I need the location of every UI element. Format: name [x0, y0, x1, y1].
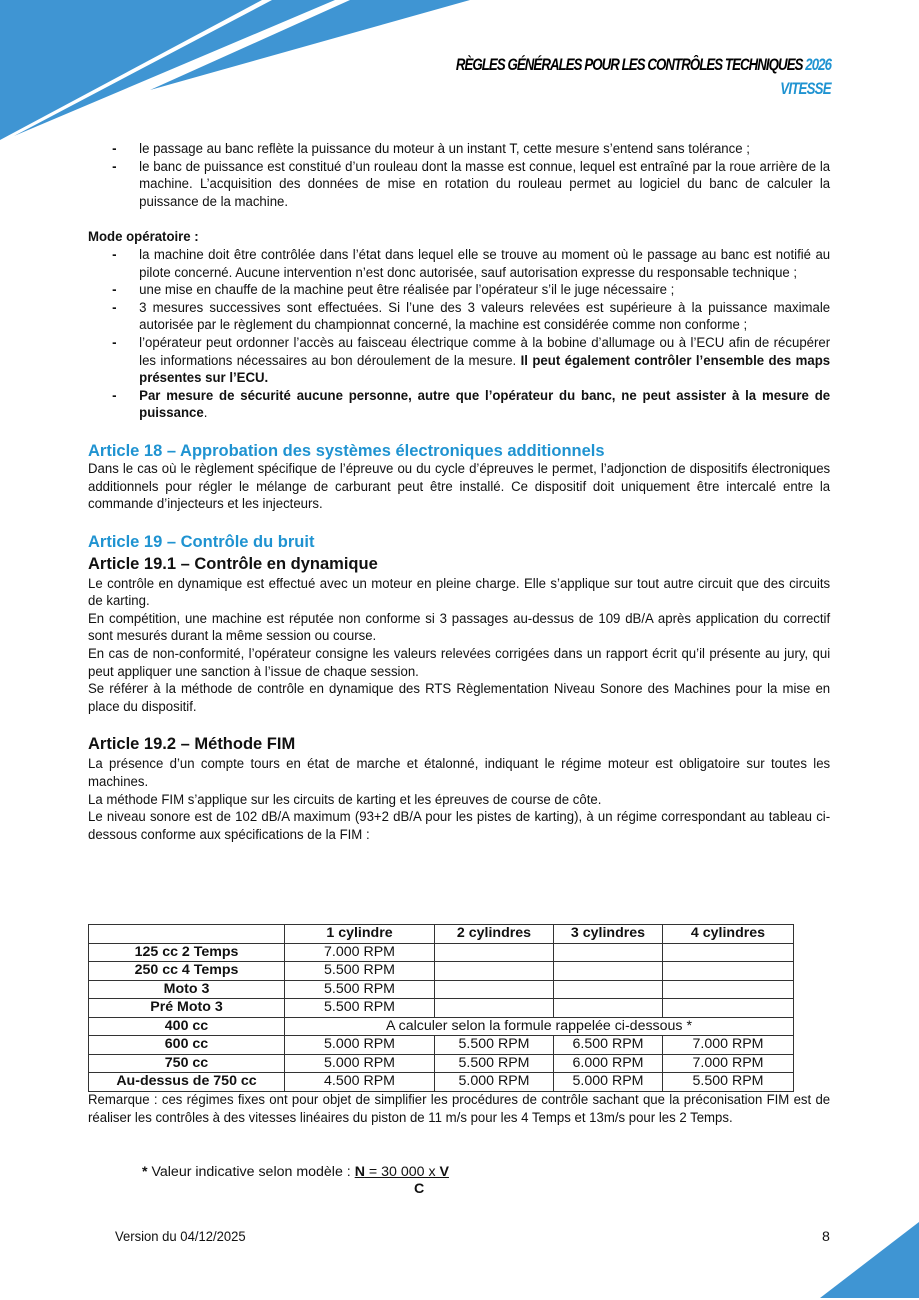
table-cell: 7.000 RPM	[663, 1036, 794, 1055]
list-item	[88, 247, 830, 282]
table-cell	[663, 962, 794, 981]
bullet-dash: -	[112, 282, 117, 299]
table-header-cell	[89, 925, 285, 944]
mode-operatoire-list	[88, 247, 830, 423]
table-cell	[435, 962, 554, 981]
table-header-row	[89, 925, 794, 944]
list-item-text: l’opérateur peut ordonner l’accès au faisceau électrique comme à la bobine d’allumage ou à l’ECU afin de récupérer les informations nécessaires au bon déroulement de la mesure.	[139, 334, 831, 369]
list-item	[88, 159, 830, 212]
mode-operatoire-label: Mode opératoire :	[88, 229, 199, 246]
bullet-dash: -	[112, 158, 117, 175]
row-label: Au-dessus de 750 cc	[89, 1073, 285, 1092]
intro-bullet-list	[88, 141, 830, 211]
formula-equals: = 30 000 x	[364, 1164, 440, 1180]
table-cell	[554, 962, 663, 981]
rpm-table	[88, 924, 794, 1092]
table-header-cell: 1 cylindre	[285, 925, 435, 944]
paragraph: En compétition, une machine est réputée non conforme si 3 passages au-dessus de 109 dB/A après application du correctif sont mesurés durant la même session ou course.	[88, 610, 831, 645]
table-row	[89, 980, 794, 999]
formula-numerator	[355, 1164, 449, 1180]
table-row	[89, 943, 794, 962]
row-label: 600 cc	[89, 1036, 285, 1055]
table-cell: 5.000 RPM	[285, 1036, 435, 1055]
table-header-cell: 3 cylindres	[554, 925, 663, 944]
table-cell: 4.500 RPM	[285, 1073, 435, 1092]
table-row	[89, 962, 794, 981]
row-label: 250 cc 4 Temps	[89, 962, 285, 981]
formula-n: N	[354, 1164, 365, 1180]
document-subtitle: VITESSE	[780, 79, 831, 98]
document-title-text: RÈGLES GÉNÉRALES POUR LES CONTRÔLES TECHNIQUES	[455, 55, 803, 74]
bullet-dash: -	[112, 387, 117, 404]
article-19-heading: Article 19 – Contrôle du bruit	[88, 532, 315, 551]
table-cell	[435, 943, 554, 962]
paragraph: La méthode FIM s’applique sur les circuits de karting et les épreuves de course de côte.	[88, 791, 602, 808]
formula-asterisk: *	[142, 1164, 148, 1180]
paragraph: En cas de non-conformité, l’opérateur consigne les valeurs relevées corrigées dans un rapport écrit qu’il présente au jury, qui peut appliquer une sanction à l’issue de chaque session.	[88, 646, 831, 680]
table-cell: 6.000 RPM	[554, 1054, 663, 1073]
table-row	[89, 1054, 794, 1073]
table-cell: 7.000 RPM	[285, 943, 435, 962]
list-item	[88, 388, 830, 423]
bullet-dash: -	[112, 334, 117, 351]
list-item-bold-text: Par mesure de sécurité aucune personne, autre que l’opérateur du banc, ne peut assister à la mesure de puissance	[139, 387, 831, 422]
row-label: 400 cc	[89, 1017, 285, 1036]
footer-version: Version du 04/12/2025	[115, 1229, 246, 1245]
table-cell	[554, 999, 663, 1018]
article-19-1-heading: Article 19.1 – Contrôle en dynamique	[88, 554, 378, 573]
table-merged-cell: A calculer selon la formule rappelée ci-dessous *	[285, 1017, 794, 1036]
table-cell: 5.500 RPM	[285, 962, 435, 981]
table-cell	[554, 943, 663, 962]
formula-denominator: C	[414, 1181, 425, 1197]
article-18-heading: Article 18 – Approbation des systèmes électroniques additionnels	[88, 441, 605, 460]
list-item-bold-text: Il peut également contrôler l’ensemble des maps présentes sur l’ECU.	[139, 352, 831, 387]
table-cell: 5.500 RPM	[435, 1054, 554, 1073]
formula-v: V	[439, 1164, 449, 1180]
table-header-cell: 4 cylindres	[663, 925, 794, 944]
table-cell	[663, 999, 794, 1018]
header-stripes-decoration	[0, 0, 480, 145]
table-cell	[435, 999, 554, 1018]
list-item-text: une mise en chauffe de la machine peut être réalisée par l’opérateur s’il le juge nécessaire ;	[139, 282, 675, 299]
list-item-text: le banc de puissance est constitué d’un rouleau dont la masse est connue, lequel est entraîné par la roue arrière de la machine. L’acquisition des données de mise en rotation du rouleau permet au logiciel du banc de calculer la puissance de la machine.	[139, 158, 831, 210]
table-cell: 6.500 RPM	[554, 1036, 663, 1055]
paragraph: Le niveau sonore est de 102 dB/A maximum (93+2 dB/A pour les pistes de karting), à un régime correspondant au tableau ci-dessous conforme aux spécifications de la FIM :	[88, 809, 831, 843]
table-cell: 5.000 RPM	[285, 1054, 435, 1073]
paragraph: Le contrôle en dynamique est effectué avec un moteur en pleine charge. Elle s’applique sur tout autre circuit que des circuits de karting.	[88, 575, 831, 610]
list-item-text: .	[203, 405, 208, 422]
row-label: 750 cc	[89, 1054, 285, 1073]
table-row	[89, 999, 794, 1018]
bullet-dash: -	[112, 141, 117, 157]
page-number: 8	[822, 1229, 830, 1245]
row-label: Pré Moto 3	[89, 999, 285, 1018]
list-item-text: la machine doit être contrôlée dans l’état dans lequel elle se trouve au moment où le passage au banc est notifié au pilote concerné. Aucune intervention n’est donc autorisée, sauf autorisation expresse du responsable technique ;	[139, 246, 831, 281]
table-cell: 5.500 RPM	[435, 1036, 554, 1055]
table-header-cell: 2 cylindres	[435, 925, 554, 944]
rpm-formula	[142, 1164, 449, 1197]
table-cell: 7.000 RPM	[663, 1054, 794, 1073]
table-cell: 5.000 RPM	[435, 1073, 554, 1092]
table-cell	[663, 980, 794, 999]
table-row	[89, 1017, 794, 1036]
formula-label: Valeur indicative selon modèle :	[147, 1164, 355, 1180]
page-content	[88, 141, 830, 844]
header-stripe-main	[0, 0, 262, 140]
table-cell	[663, 943, 794, 962]
table-cell: 5.500 RPM	[285, 999, 435, 1018]
table-cell: 5.000 RPM	[554, 1073, 663, 1092]
row-label: 125 cc 2 Temps	[89, 943, 285, 962]
list-item	[88, 141, 830, 159]
list-item-text: 3 mesures successives sont effectuées. Si l’une des 3 valeurs relevées est supérieure à la puissance maximale autorisée par le règlement du championnat concerné, la machine est considérée comme non conforme ;	[139, 299, 831, 334]
paragraph: Se référer à la méthode de contrôle en dynamique des RTS Règlementation Niveau Sonore des Machines pour la mise en place du dispositif.	[88, 681, 831, 715]
paragraph: La présence d’un compte tours en état de marche et étalonné, indiquant le régime moteur est obligatoire sur toutes les machines.	[88, 756, 831, 791]
list-item-text: le passage au banc reflète la puissance du moteur à un instant T, cette mesure s’entend sans tolérance ;	[139, 141, 750, 157]
table-remark: Remarque : ces régimes fixes ont pour objet de simplifier les procédures de contrôle sachant que la préconisation FIM est de réaliser les contrôles à des vitesses linéaires du piston de 11 m/s pour les 4 Temps et 13m/s pour les 2 Temps.	[88, 1092, 831, 1126]
list-item	[88, 282, 830, 300]
list-item	[88, 300, 830, 335]
footer-triangle	[820, 1222, 919, 1298]
table-cell: 5.500 RPM	[663, 1073, 794, 1092]
list-item	[88, 335, 830, 388]
document-title	[456, 55, 831, 75]
article-19-2-heading: Article 19.2 – Méthode FIM	[88, 735, 296, 754]
row-label: Moto 3	[89, 980, 285, 999]
document-year: 2026	[805, 55, 831, 74]
table-row	[89, 1036, 794, 1055]
footer-triangle-decoration	[815, 1218, 919, 1300]
article-19-2-body	[88, 756, 830, 844]
table-cell	[554, 980, 663, 999]
table-row	[89, 1073, 794, 1092]
article-18-body: Dans le cas où le règlement spécifique de l’épreuve ou du cycle d’épreuves le permet, l’adjonction de dispositifs électroniques additionnels pour régler le mélange de carburant peut être installé. Ce dispositif doit uniquement être intercalé entre la commande d’injecteurs et les injecteurs.	[88, 460, 831, 513]
bullet-dash: -	[112, 299, 117, 316]
table-cell	[435, 980, 554, 999]
bullet-dash: -	[112, 246, 117, 263]
table-cell: 5.500 RPM	[285, 980, 435, 999]
article-19-1-body	[88, 576, 830, 717]
